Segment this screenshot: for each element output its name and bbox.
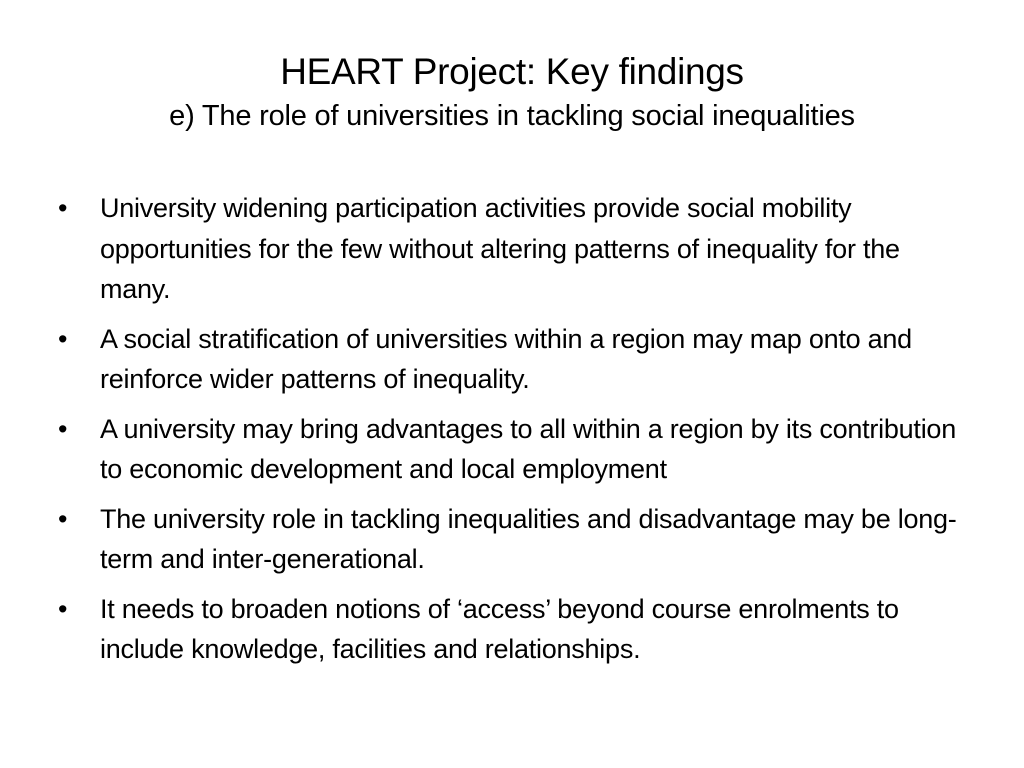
bullet-icon: • [58,593,68,624]
bullet-item [58,589,974,670]
bullet-text: The university role in tackling inequalities and disadvantage may be long-term and inter-generational. [100,503,957,574]
bullet-list [58,188,974,679]
bullet-icon: • [58,413,68,444]
bullet-icon: • [58,193,68,223]
slide-subtitle: e) The role of universities in tackling social inequalities [169,100,855,132]
bullet-item [58,188,974,310]
bullet-icon: • [58,323,68,354]
bullet-item [58,409,974,490]
slide-title: HEART Project: Key findings [280,51,744,92]
bullet-text: A social stratification of universities within a region may map onto and reinforce wider patterns of inequality. [100,323,912,394]
bullet-icon: • [58,503,68,534]
bullet-item [58,319,974,400]
bullet-text: It needs to broaden notions of ‘access’ beyond course enrolments to include knowledge, facilities and relationships. [100,593,899,664]
bullet-text: University widening participation activities provide social mobility opportunities for the few without altering patterns of inequality for the many. [100,193,900,304]
bullet-text: A university may bring advantages to all within a region by its contribution to economic development and local employment [100,413,956,484]
bullet-item [58,499,974,580]
slide-title-block [40,48,984,136]
